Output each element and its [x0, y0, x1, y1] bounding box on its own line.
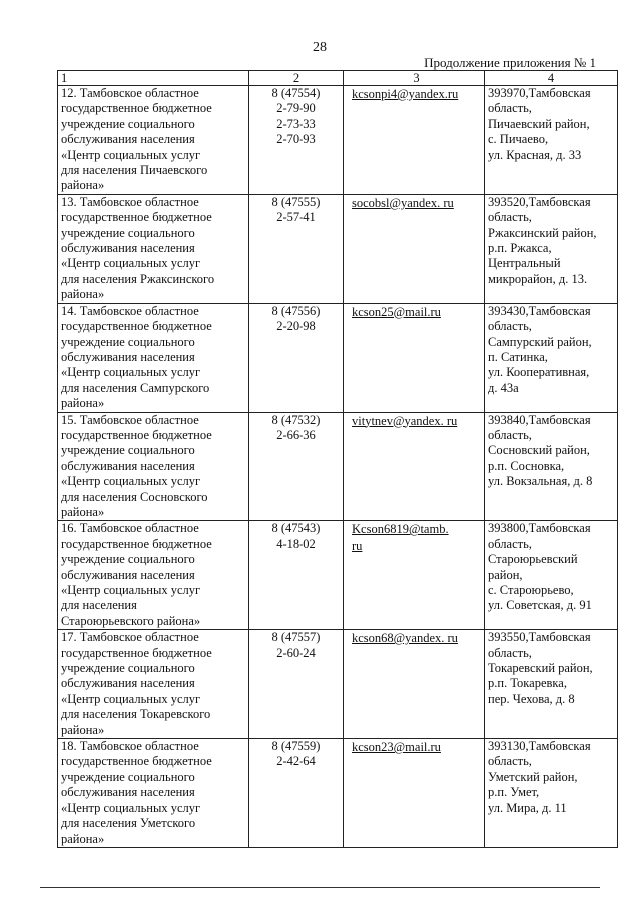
address-line: Токаревский район,	[488, 661, 593, 676]
institution-name-line: государственное бюджетное	[61, 754, 212, 769]
institution-name-line: обслуживания населения	[61, 349, 195, 364]
institution-name-line: обслуживания населения	[61, 785, 195, 800]
institution-name-line: района»	[61, 504, 105, 519]
email-link[interactable]: socobsl@yandex. ru	[352, 195, 454, 210]
address-line: р.п. Токаревка,	[488, 676, 567, 691]
table-row	[58, 86, 618, 195]
phone-line: 8 (47555)	[271, 194, 321, 209]
address-line: 393800,Тамбовская	[488, 521, 591, 536]
institution-name-line: 13. Тамбовское областное	[61, 194, 199, 209]
institution-name-line: «Центр социальных услуг	[61, 474, 201, 489]
address-line: Ржаксинский район,	[488, 225, 597, 240]
institution-name-line: учреждение социального	[61, 769, 195, 784]
institution-name-line: района»	[61, 722, 105, 737]
table-row	[58, 521, 618, 630]
address-cell	[485, 194, 618, 303]
institution-name-cell	[58, 86, 249, 195]
address-line: с. Староюрьево,	[488, 583, 574, 597]
institution-name-line: района»	[61, 287, 105, 302]
table-body	[58, 86, 618, 848]
email-link[interactable]: kcson68@yandex. ru	[352, 631, 458, 646]
column-header-3: 3	[344, 71, 485, 86]
header-row	[58, 71, 618, 86]
institution-name-line: государственное бюджетное	[61, 101, 212, 116]
address-line: Центральный	[488, 256, 561, 271]
phone-cell	[249, 412, 344, 521]
address-line: Пичаевский район,	[488, 116, 590, 131]
phone-line: 2-73-33	[276, 116, 316, 131]
institution-name-line: обслуживания населения	[61, 676, 195, 691]
footer-divider	[40, 887, 600, 888]
table-row	[58, 739, 618, 848]
address-line: 393970,Тамбовская	[488, 86, 591, 100]
phone-line: 2-20-98	[276, 319, 316, 334]
institution-name-line: учреждение социального	[61, 661, 195, 676]
address-line: 393550,Тамбовская	[488, 630, 591, 645]
address-line: р.п. Сосновка,	[488, 458, 565, 473]
institution-name-line: «Центр социальных услуг	[61, 583, 201, 597]
address-line: область,	[488, 101, 532, 116]
institution-name-line: обслуживания населения	[61, 567, 195, 582]
email-link[interactable]: vitytnev@yandex. ru	[352, 413, 458, 428]
address-line: ул. Мира, д. 11	[488, 800, 567, 815]
email-link[interactable]: kcson25@mail.ru	[352, 304, 441, 319]
phone-line: 2-60-24	[276, 645, 316, 660]
email-cell	[344, 303, 485, 412]
institution-name-line: обслуживания населения	[61, 458, 195, 473]
address-cell	[485, 412, 618, 521]
address-line: Уметский район,	[488, 769, 578, 784]
institution-name-line: 18. Тамбовское областное	[61, 739, 199, 754]
address-line: область,	[488, 536, 532, 551]
email-cell	[344, 194, 485, 303]
phone-line: 2-57-41	[276, 210, 316, 225]
institution-name-line: района»	[61, 831, 105, 846]
institution-name-line: района»	[61, 178, 105, 193]
institution-name-cell	[58, 194, 249, 303]
address-line: ул. Советская, д. 91	[488, 598, 592, 613]
address-line: область,	[488, 427, 532, 442]
email-cell	[344, 739, 485, 848]
institution-name-line: учреждение социального	[61, 116, 195, 131]
address-line: микрорайон, д. 13.	[488, 271, 588, 286]
address-line: ул. Вокзальная, д. 8	[488, 474, 593, 489]
email-cell	[344, 412, 485, 521]
address-line: 393520,Тамбовская	[488, 194, 591, 209]
email-link[interactable]: kcson23@mail.ru	[352, 740, 441, 755]
address-line: область,	[488, 210, 532, 225]
institution-name-line: района»	[61, 396, 105, 411]
address-line: 393130,Тамбовская	[488, 739, 591, 754]
institution-name-line: для населения Уметского	[61, 816, 196, 831]
institution-name-line: «Центр социальных услуг	[61, 800, 201, 815]
column-header-2: 2	[249, 71, 344, 86]
address-line: р.п. Ржакса,	[488, 241, 552, 256]
email-link[interactable]: ru	[352, 538, 363, 553]
address-cell	[485, 739, 618, 848]
phone-cell	[249, 194, 344, 303]
phone-cell	[249, 739, 344, 848]
continuation-note: Продолжение приложения № 1	[424, 55, 596, 70]
institution-name-cell	[58, 739, 249, 848]
institution-name-line: 15. Тамбовское областное	[61, 412, 199, 427]
institution-name-line: государственное бюджетное	[61, 427, 212, 442]
phone-cell	[249, 86, 344, 195]
table-row	[58, 630, 618, 739]
phone-cell	[249, 303, 344, 412]
phone-cell	[249, 521, 344, 630]
institution-name-line: 17. Тамбовское областное	[61, 630, 199, 645]
institution-name-line: государственное бюджетное	[61, 319, 212, 334]
address-line: Сосновский район,	[488, 443, 590, 458]
institution-name-line: для населения	[61, 598, 137, 613]
institution-name-line: «Центр социальных услуг	[61, 365, 201, 380]
address-line: 393840,Тамбовская	[488, 412, 591, 427]
address-line: область,	[488, 319, 532, 334]
institution-name-line: учреждение социального	[61, 552, 195, 567]
phone-line: 8 (47554)	[271, 86, 321, 100]
address-line: р.п. Умет,	[488, 785, 540, 800]
email-cell	[344, 86, 485, 195]
address-line: область,	[488, 645, 532, 660]
institution-name-line: государственное бюджетное	[61, 536, 212, 551]
address-line: д. 43а	[488, 380, 519, 395]
phone-line: 2-70-93	[276, 132, 316, 147]
institution-name-line: для населения Пичаевского	[61, 163, 208, 178]
phone-line: 8 (47557)	[271, 630, 321, 645]
email-link[interactable]: Kcson6819@tamb.	[352, 522, 449, 537]
institution-name-line: учреждение социального	[61, 334, 195, 349]
phone-line: 8 (47556)	[271, 303, 321, 318]
institution-name-line: 12. Тамбовское областное	[61, 86, 199, 100]
institution-name-line: 14. Тамбовское областное	[61, 303, 199, 318]
institution-name-line: Староюрьевского района»	[61, 613, 201, 628]
address-cell	[485, 86, 618, 195]
institution-name-line: 16. Тамбовское областное	[61, 521, 199, 536]
institutions-table	[57, 70, 618, 848]
institution-name-line: «Центр социальных услуг	[61, 147, 201, 162]
institution-name-line: для населения Токаревского	[61, 707, 211, 722]
table-row	[58, 303, 618, 412]
table-row	[58, 194, 618, 303]
institution-name-line: учреждение социального	[61, 443, 195, 458]
phone-line: 8 (47559)	[271, 739, 321, 754]
address-cell	[485, 303, 618, 412]
address-line: Сампурский район,	[488, 334, 592, 349]
institution-name-line: «Центр социальных услуг	[61, 256, 201, 271]
address-line: Староюрьевский район,	[488, 552, 578, 582]
page-number: 28	[313, 40, 327, 55]
institution-name-cell	[58, 412, 249, 521]
institution-name-line: для населения Сампурского	[61, 380, 210, 395]
institution-name-line: государственное бюджетное	[61, 210, 212, 225]
phone-line: 2-42-64	[276, 754, 316, 769]
institution-name-cell	[58, 521, 249, 630]
institution-name-line: «Центр социальных услуг	[61, 691, 201, 706]
address-line: ул. Кооперативная,	[488, 365, 590, 380]
institution-name-line: обслуживания населения	[61, 132, 195, 147]
institution-name-line: государственное бюджетное	[61, 645, 212, 660]
email-link[interactable]: kcsonpi4@yandex.ru	[352, 87, 459, 101]
institution-name-cell	[58, 630, 249, 739]
address-line: с. Пичаево,	[488, 132, 549, 147]
address-cell	[485, 521, 618, 630]
address-line: пер. Чехова, д. 8	[488, 691, 575, 706]
phone-line: 4-18-02	[276, 536, 316, 551]
phone-line: 8 (47543)	[271, 521, 321, 536]
institution-name-line: для населения Ржаксинского	[61, 271, 215, 286]
email-cell	[344, 630, 485, 739]
email-cell	[344, 521, 485, 630]
institution-name-cell	[58, 303, 249, 412]
column-header-4: 4	[485, 71, 618, 86]
phone-line: 2-66-36	[276, 427, 316, 442]
phone-line: 8 (47532)	[271, 412, 321, 427]
address-cell	[485, 630, 618, 739]
table-row	[58, 412, 618, 521]
phone-line: 2-79-90	[276, 101, 316, 116]
institution-name-line: обслуживания населения	[61, 241, 195, 256]
column-header-1: 1	[58, 71, 249, 86]
institution-name-line: для населения Сосновского	[61, 489, 208, 504]
address-line: область,	[488, 754, 532, 769]
address-line: ул. Красная, д. 33	[488, 147, 582, 162]
address-line: 393430,Тамбовская	[488, 303, 591, 318]
address-line: п. Сатинка,	[488, 349, 548, 364]
phone-cell	[249, 630, 344, 739]
institution-name-line: учреждение социального	[61, 225, 195, 240]
